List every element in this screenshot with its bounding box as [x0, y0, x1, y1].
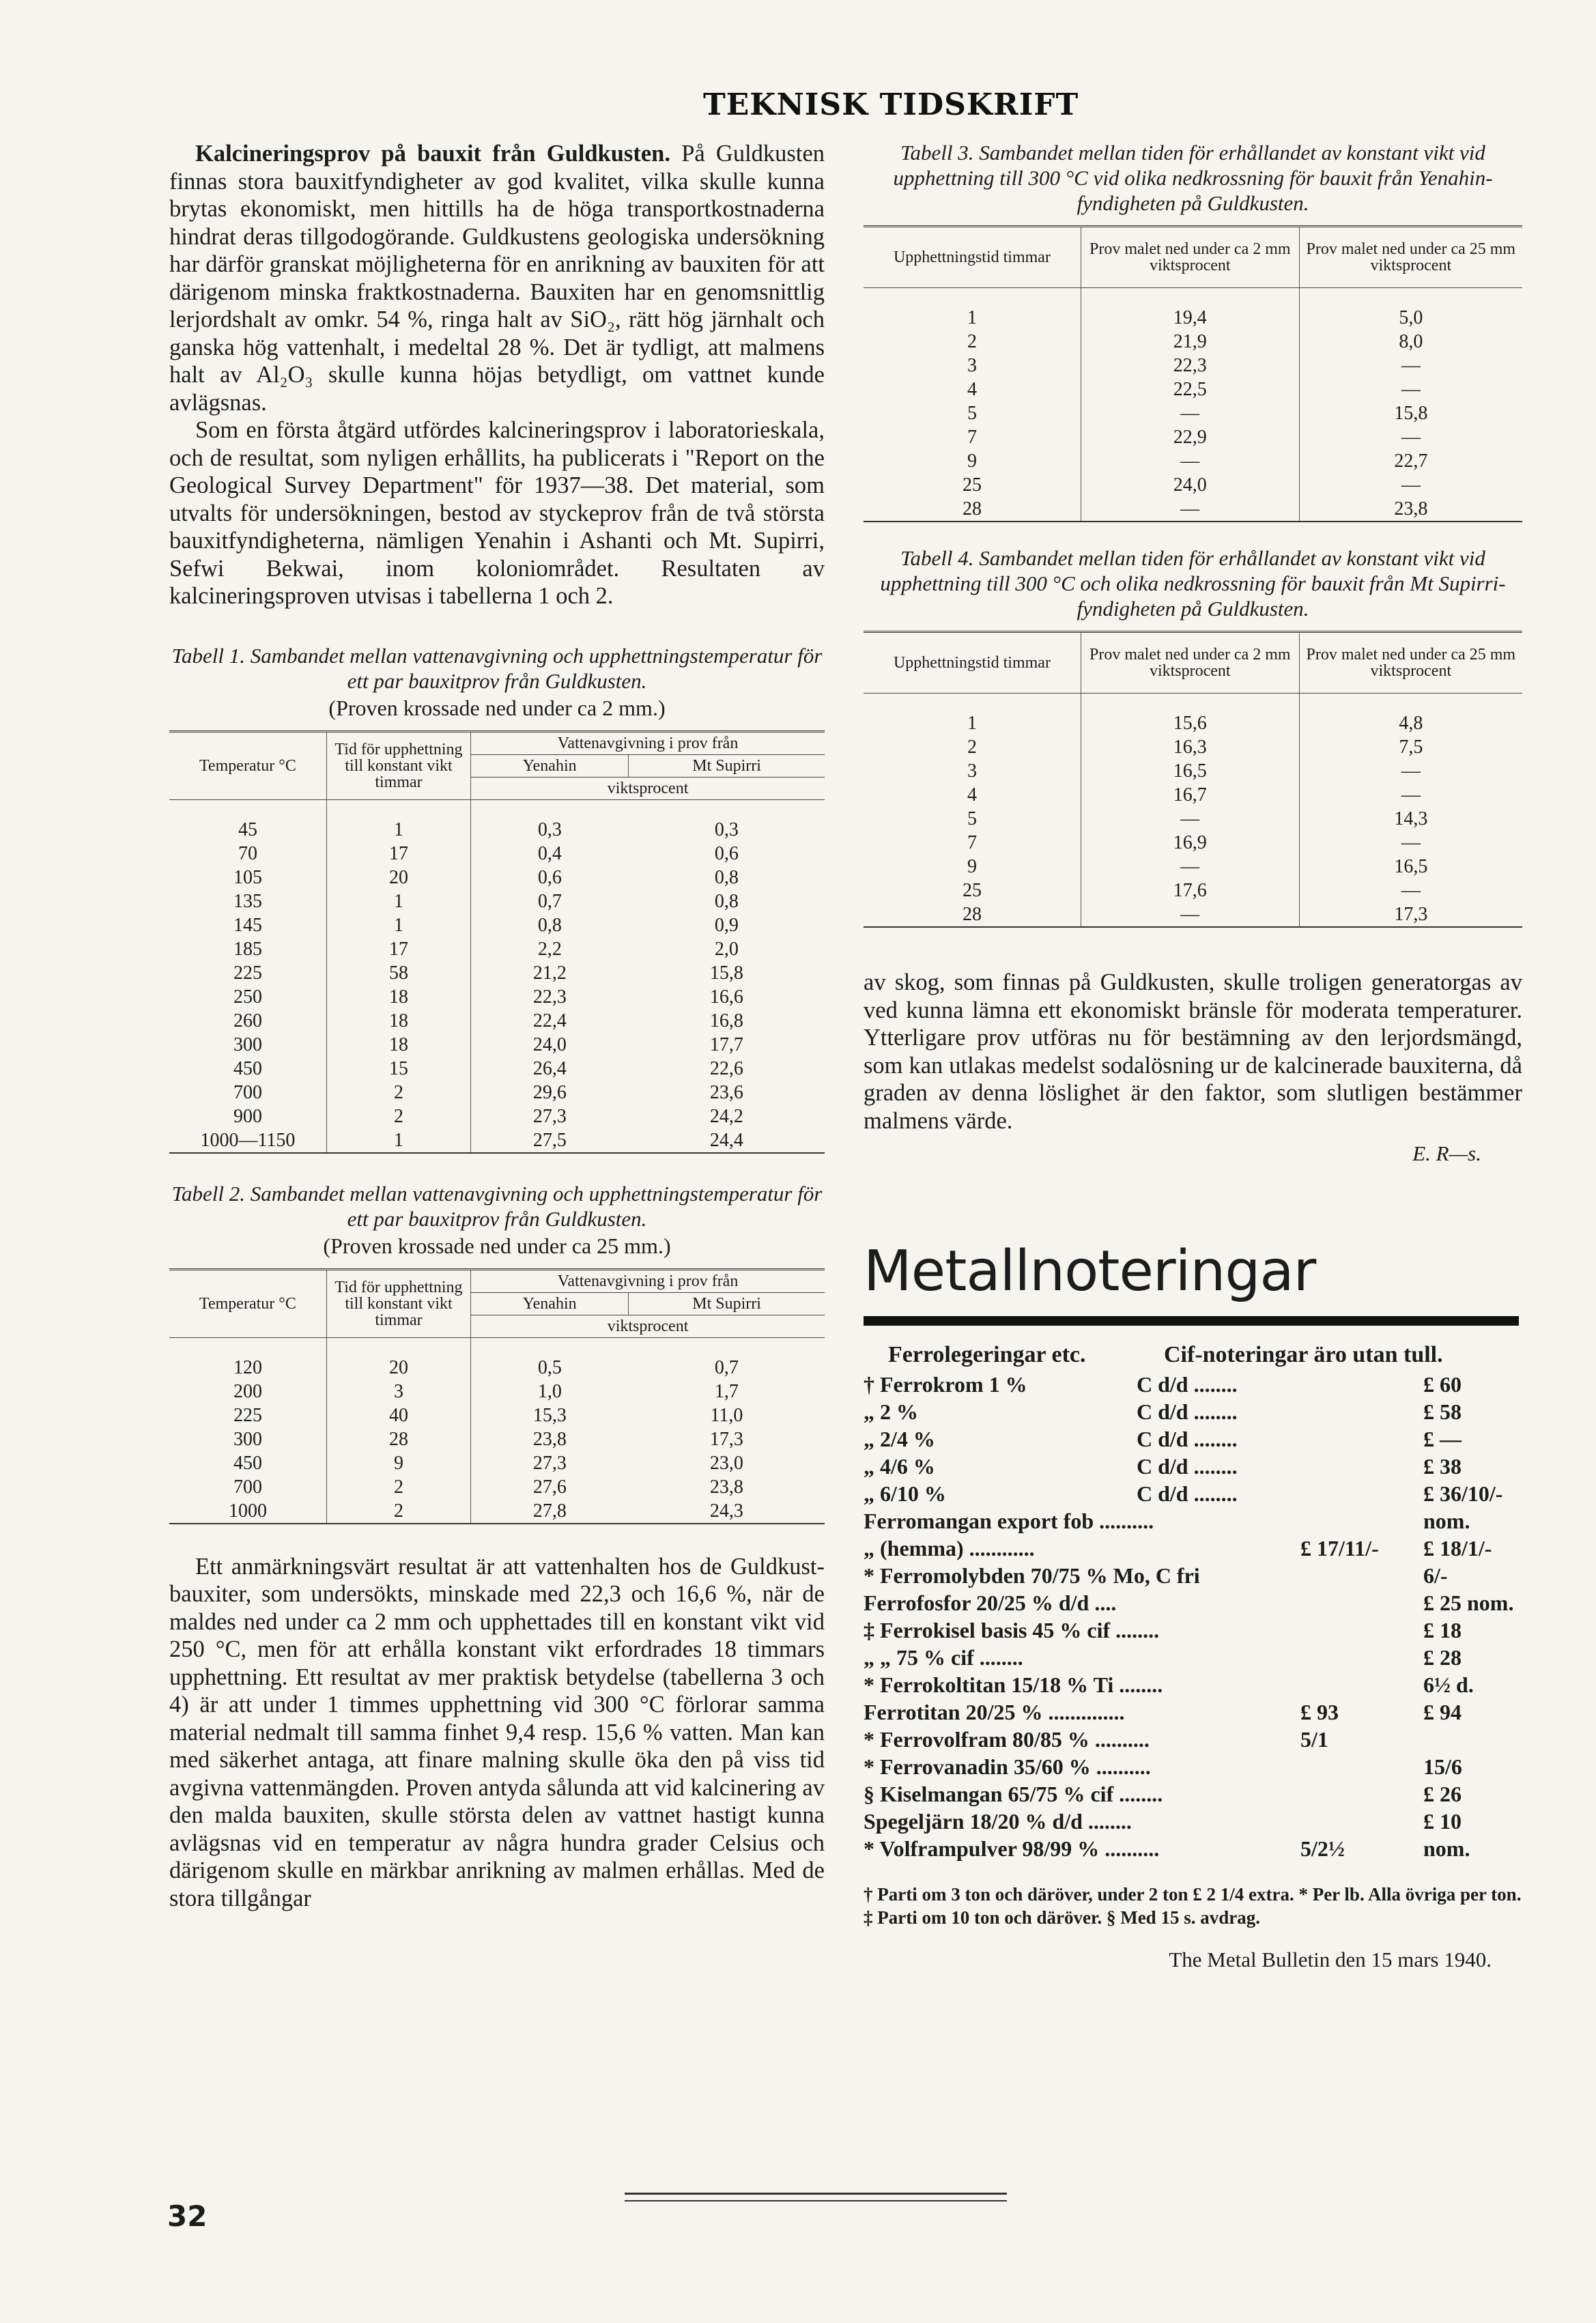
- table-cell: 16,6: [709, 986, 743, 1008]
- metal-p2: £ 26: [1423, 1782, 1462, 1806]
- table-cell: 2,0: [714, 938, 739, 960]
- table2-header-temp: Temperatur °C: [169, 1269, 326, 1337]
- table-cell: 2: [326, 1475, 470, 1499]
- metal-price-row: [864, 1536, 1522, 1563]
- table-cell: 23,0: [709, 1452, 743, 1474]
- table-cell: 15,6: [1081, 711, 1299, 735]
- table3-header-b: Prov malet ned under ca 25 mm viktsprocent: [1299, 227, 1522, 288]
- table-cell: 19,4: [1081, 306, 1299, 330]
- table-row: [169, 1081, 825, 1105]
- table-row: [864, 473, 1522, 497]
- table-cell: 70: [169, 842, 326, 866]
- table-cell: —: [1081, 902, 1299, 927]
- table-cell: 7,5: [1399, 737, 1423, 758]
- metal-p2: 6/-: [1423, 1563, 1448, 1588]
- metal-p2: nom.: [1423, 1509, 1470, 1533]
- table-1: [169, 730, 825, 1154]
- table-cell: 15,3: [532, 1404, 567, 1426]
- metal-name: Spegeljärn 18/20 % d/d ........: [864, 1809, 1132, 1834]
- table-cell: 0,6: [537, 866, 562, 888]
- article-para2: Som en första åtgärd utfördes kalcineringsprov i laboratorieskala, och de resultat, som nyligen erhållits, ha publicerats i "Report on the Geological Survey Department" för 1937—38. Det material, som utvalts för undersökningen, bestod av styckeprov från de två största bauxitfyndigheterna, nämligen Yenahin i Ashanti och Mt. Supirri, Sefwi Bekwai, inom koloniområdet. Resultaten av kalcineringsproven utvisas i tabellerna 1 och 2.: [169, 417, 825, 609]
- table-cell: 700: [169, 1081, 326, 1105]
- table-cell: 3: [326, 1380, 470, 1403]
- table-cell: 14,3: [1394, 808, 1428, 829]
- table-cell: —: [1081, 449, 1299, 473]
- table-row: [864, 711, 1522, 735]
- table-cell: 24,3: [709, 1500, 743, 1522]
- table-cell: 16,5: [1081, 759, 1299, 783]
- table-cell: 135: [169, 889, 326, 913]
- table-cell: 11,0: [710, 1404, 743, 1426]
- table1-header-temp: Temperatur °C: [169, 731, 326, 799]
- table-cell: 58: [326, 961, 470, 985]
- metal-price-row: [864, 1782, 1522, 1809]
- table1-header-a: Yenahin: [471, 754, 629, 777]
- table-cell: 225: [169, 1403, 326, 1427]
- table-cell: 23,8: [532, 1428, 567, 1450]
- table2-header-unit: viktsprocent: [471, 1315, 825, 1337]
- metal-name: Ferromangan export fob ..........: [864, 1509, 1154, 1533]
- table-cell: 1: [326, 1128, 470, 1153]
- table-cell: 1: [326, 818, 470, 842]
- table-2: [169, 1268, 825, 1524]
- table-row: [169, 866, 825, 889]
- metal-price-list: [864, 1372, 1522, 1864]
- table-cell: 17,3: [1394, 904, 1428, 925]
- article-para3: Ett anmärkningsvärt resultat är att vattenhalten hos de Guldkust-bauxiter, som undersökts, minskade med 22,3 och 16,6 %, när de maldes ned under ca 2 mm och upphettades till en konstant vikt vid 250 °C, men för att erhålla konstant vikt erfordrades 18 timmars upphettning. Ett resultat av mer praktisk betydelse (tabellerna 3 och 4) är att under 1 timmes upphettning vid 300 °C förlorar samma material nedmalt till samma finhet 9,4 resp. 15,6 % vatten. Man kan med säkerhet antaga, att finare malning skulle öka den på viss tid avgivna vattenmängden. Proven antyda sålunda att vid kalcinering av den malda bauxiten, skulle största delen av vattnet hastigt kunna avlägsnas vid en temperatur av några hundra grader Celsius och därigenom skulle en märkbar anrikning av malmen erhållas. Med de stora tillgångar: [169, 1553, 825, 1911]
- table-cell: 7: [864, 425, 1081, 449]
- table-cell: 260: [169, 1009, 326, 1033]
- journal-title: TEKNISK TIDSKRIFT: [703, 87, 1079, 122]
- table1-note: (Proven krossade ned under ca 2 mm.): [328, 695, 666, 720]
- metal-price-row: [864, 1591, 1522, 1618]
- metal-name: ‡ Ferrokisel basis 45 % cif ........: [864, 1618, 1160, 1642]
- table-cell: —: [1081, 401, 1299, 425]
- table-cell: —: [1401, 474, 1421, 496]
- table-row: [864, 759, 1522, 783]
- table2-header-a: Yenahin: [471, 1292, 629, 1315]
- table1-caption: Tabell 1. Sambandet mellan vattenavgivning och upphettningstemperatur för ett par bauxitprov från Guldkusten.: [171, 643, 823, 693]
- metal-spec: C d/d ........: [1137, 1454, 1238, 1479]
- metal-p2: £ 94: [1423, 1700, 1462, 1724]
- table-row: [864, 831, 1522, 855]
- table-cell: 24,0: [1081, 473, 1299, 497]
- metal-title-rule: [864, 1316, 1519, 1326]
- table-cell: 1,0: [537, 1380, 562, 1402]
- table-cell: 27,5: [532, 1129, 567, 1151]
- table-cell: 1: [326, 889, 470, 913]
- table-cell: 16,8: [709, 1010, 743, 1031]
- table-cell: 40: [326, 1403, 470, 1427]
- table-cell: 22,3: [1081, 354, 1299, 377]
- table-cell: 24,4: [709, 1129, 743, 1151]
- table1-header-b: Mt Supirri: [629, 754, 825, 777]
- table-row: [169, 1499, 825, 1524]
- table-cell: 145: [169, 913, 326, 937]
- table2-header-time: Tid för upphettning till konstant vikt timmar: [326, 1269, 470, 1337]
- table-row: [864, 902, 1522, 927]
- left-column: [169, 140, 825, 1912]
- article-para4: av skog, som finnas på Guldkusten, skulle troligen generatorgas av ved kunna lämna ett ekonomiskt bränsle för moderata temperaturer. Ytterligare prov utföras nu för bestämning av den lerjordsmängd, som kan utlakas medelst sodalösning ur de kalcinerade bauxiterna, då graden av denna löslighet är den faktor, som slutligen bestämmer malmens värde.: [864, 969, 1522, 1134]
- metal-price-row: [864, 1836, 1522, 1864]
- table2-caption: Tabell 2. Sambandet mellan vattenavgivning och upphettningstemperatur för ett par bauxitprov från Guldkusten.: [171, 1181, 823, 1231]
- table-cell: 17: [326, 937, 470, 961]
- metal-price-row: [864, 1372, 1522, 1399]
- table-cell: 18: [326, 1033, 470, 1057]
- table-cell: 23,8: [709, 1476, 743, 1498]
- table-cell: —: [1081, 497, 1299, 522]
- table-cell: 200: [169, 1380, 326, 1403]
- table-row: [169, 1403, 825, 1427]
- table-cell: 250: [169, 985, 326, 1009]
- table-cell: 20: [326, 866, 470, 889]
- table-row: [864, 807, 1522, 831]
- table-cell: —: [1401, 379, 1421, 400]
- table-cell: —: [1081, 855, 1299, 879]
- table-row: [169, 913, 825, 937]
- table-row: [169, 842, 825, 866]
- metal-price-row: [864, 1645, 1522, 1672]
- table-cell: 300: [169, 1427, 326, 1451]
- table-row: [169, 1033, 825, 1057]
- metal-price-row: [864, 1399, 1522, 1427]
- metal-name: * Ferromolybden 70/75 % Mo, C fri: [864, 1563, 1200, 1588]
- table-row: [864, 879, 1522, 902]
- table-cell: 1000—1150: [169, 1128, 326, 1153]
- table-cell: 105: [169, 866, 326, 889]
- metal-p1: £ 17/11/-: [1300, 1536, 1379, 1560]
- table-row: [169, 937, 825, 961]
- table-cell: 24,2: [709, 1105, 743, 1127]
- table-cell: 27,6: [532, 1476, 567, 1498]
- table-cell: 4,8: [1399, 713, 1423, 734]
- table-cell: 15: [326, 1057, 470, 1081]
- table-cell: 450: [169, 1451, 326, 1475]
- table-cell: 15,8: [709, 962, 743, 984]
- article-title: Kalcineringsprov på bauxit från Guldkusten.: [195, 141, 670, 167]
- metal-price-row: [864, 1672, 1522, 1700]
- metal-name: * Ferrokoltitan 15/18 % Ti ........: [864, 1672, 1163, 1697]
- metal-p1: 5/1: [1300, 1727, 1328, 1752]
- metal-sub-right: Cif-noteringar äro utan tull.: [1164, 1342, 1443, 1367]
- table1-header-group: Vattenavgivning i prov från: [471, 731, 825, 754]
- table-cell: 16,9: [1081, 831, 1299, 855]
- table3-header-a: Prov malet ned under ca 2 mm viktsprocent: [1081, 227, 1299, 288]
- metal-name: * Ferrovanadin 35/60 % ..........: [864, 1754, 1151, 1779]
- metal-spec: C d/d ........: [1137, 1372, 1238, 1397]
- metal-p1: 5/2½: [1300, 1836, 1345, 1861]
- table-cell: 0,9: [714, 914, 739, 936]
- metal-p2: £ 18: [1423, 1618, 1462, 1642]
- table4-header-b: Prov malet ned under ca 25 mm viktsprocent: [1299, 632, 1522, 694]
- table-cell: 185: [169, 937, 326, 961]
- metal-name: „ 6/10 %: [864, 1481, 946, 1506]
- metal-source: The Metal Bulletin den 15 mars 1940.: [1169, 1948, 1492, 1971]
- metal-spec: C d/d ........: [1137, 1481, 1238, 1506]
- table-cell: 4: [864, 783, 1081, 807]
- table-cell: 18: [326, 985, 470, 1009]
- table-row: [169, 889, 825, 913]
- metal-price-row: [864, 1754, 1522, 1782]
- table-cell: 22,7: [1394, 451, 1428, 472]
- table-cell: —: [1401, 355, 1421, 376]
- table-cell: 120: [169, 1356, 326, 1380]
- table-cell: —: [1401, 760, 1421, 782]
- table-cell: 2: [326, 1105, 470, 1128]
- table-cell: 28: [326, 1427, 470, 1451]
- table-row: [169, 1105, 825, 1128]
- metal-p2: nom.: [1423, 1836, 1470, 1861]
- metal-subheader: [864, 1342, 1522, 1372]
- table-cell: 1,7: [714, 1380, 739, 1402]
- table-cell: 0,8: [537, 914, 562, 936]
- table-row: [864, 354, 1522, 377]
- table2-header-b: Mt Supirri: [629, 1292, 825, 1315]
- table-row: [864, 377, 1522, 401]
- table-cell: 27,3: [532, 1105, 567, 1127]
- table-cell: 9: [864, 449, 1081, 473]
- table-cell: 4: [864, 377, 1081, 401]
- metal-sub-left: Ferrolegeringar etc.: [888, 1342, 1086, 1367]
- table1-header-unit: viktsprocent: [471, 777, 825, 799]
- table-cell: 0,3: [537, 818, 562, 840]
- metal-name: „ 2/4 %: [864, 1427, 935, 1451]
- metal-name: Ferrofosfor 20/25 % d/d ....: [864, 1591, 1117, 1615]
- table-cell: 28: [864, 497, 1081, 522]
- table-cell: 20: [326, 1356, 470, 1380]
- metal-name: „ 2 %: [864, 1399, 918, 1424]
- table-row: [169, 1057, 825, 1081]
- table-cell: 0,7: [537, 890, 562, 912]
- metal-name: § Kiselmangan 65/75 % cif ........: [864, 1782, 1163, 1806]
- table-cell: 25: [864, 879, 1081, 902]
- metal-p2: 15/6: [1423, 1754, 1462, 1779]
- metal-spec: C d/d ........: [1137, 1427, 1238, 1451]
- table-cell: 26,4: [532, 1057, 567, 1079]
- article-para1: På Guldkusten finnas stora bauxitfyndigheter av god kvalitet, vilka skulle kunna brytas ekonomiskt, men hittills ha de höga transportkostnaderna hindrat deras tillgodogörande. Guldkustens geologiska undersökning har därför granskat möjligheterna för en anrikning av bauxiten för att därigenom minska fraktkostnaderna. Bauxiten har en genomsnittlig lerjordshalt av omkr. 54 %, ringa halt av SiO₂, rätt hög järnhalt och ganska hög vattenhalt, i medeltal 28 %. Det är tydligt, att malmens halt av Al₂O₃ skulle kunna höjas betydligt, om vattnet kunde avlägsnas.: [169, 141, 825, 416]
- table-cell: 2: [326, 1081, 470, 1105]
- table-cell: —: [1401, 427, 1421, 448]
- table-cell: 8,0: [1399, 331, 1423, 352]
- table-cell: 25: [864, 473, 1081, 497]
- table-cell: 0,8: [714, 866, 739, 888]
- table-cell: 23,8: [1394, 498, 1428, 519]
- table-cell: 17,6: [1081, 879, 1299, 902]
- footer-rule: [625, 2193, 1007, 2201]
- metal-spec: C d/d ........: [1137, 1399, 1238, 1424]
- table-cell: 1000: [169, 1499, 326, 1524]
- metal-price-row: [864, 1454, 1522, 1481]
- table-row: [864, 401, 1522, 425]
- metal-p2: £ 25 nom.: [1423, 1591, 1514, 1615]
- table-cell: 21,9: [1081, 330, 1299, 354]
- metal-name: „ 4/6 %: [864, 1454, 935, 1479]
- table-cell: 16,5: [1394, 856, 1428, 877]
- metal-footnote: † Parti om 3 ton och däröver, under 2 ton £ 2 1/4 extra. * Per lb. Alla övriga per ton. ‡ Parti om 10 ton och däröver. § Med 15 s. avdrag.: [864, 1884, 1522, 1928]
- table-cell: 27,8: [532, 1500, 567, 1522]
- table-cell: 5: [864, 807, 1081, 831]
- metal-p2: £ 28: [1423, 1645, 1462, 1670]
- table-row: [864, 783, 1522, 807]
- metal-p2: £ —: [1423, 1427, 1462, 1451]
- table4-header-time: Upphettningstid timmar: [864, 632, 1081, 694]
- table-cell: 9: [326, 1451, 470, 1475]
- table-cell: 225: [169, 961, 326, 985]
- table-cell: 3: [864, 354, 1081, 377]
- right-column: [864, 140, 1522, 1993]
- table-cell: —: [1401, 784, 1421, 806]
- table2-header-group: Vattenavgivning i prov från: [471, 1269, 825, 1292]
- table-row: [864, 330, 1522, 354]
- table-cell: 22,9: [1081, 425, 1299, 449]
- table-cell: 300: [169, 1033, 326, 1057]
- table-cell: 900: [169, 1105, 326, 1128]
- table1-header-time: Tid för upphettning till konstant vikt timmar: [326, 731, 470, 799]
- table-3: [864, 225, 1522, 522]
- table3-header-time: Upphettningstid timmar: [864, 227, 1081, 288]
- table-cell: 700: [169, 1475, 326, 1499]
- table-cell: 450: [169, 1057, 326, 1081]
- table2-note: (Proven krossade ned under ca 25 mm.): [323, 1233, 671, 1258]
- table-cell: 2: [326, 1499, 470, 1524]
- table-row: [864, 735, 1522, 759]
- metal-p1: £ 93: [1300, 1700, 1339, 1724]
- table-cell: 5,0: [1399, 307, 1423, 328]
- table-row: [169, 1427, 825, 1451]
- metal-price-row: [864, 1727, 1522, 1754]
- metal-p2: 6½ d.: [1423, 1672, 1474, 1697]
- table-cell: 16,7: [1081, 783, 1299, 807]
- table-cell: 9: [864, 855, 1081, 879]
- page-number: 32: [167, 2199, 208, 2233]
- metal-price-row: [864, 1809, 1522, 1836]
- metal-name: „ (hemma) ............: [864, 1536, 1035, 1560]
- table-cell: 3: [864, 759, 1081, 783]
- table-row: [169, 1380, 825, 1403]
- table-cell: 24,0: [532, 1034, 567, 1055]
- table-row: [864, 449, 1522, 473]
- metal-section-title: Metallnoteringar: [864, 1239, 1316, 1304]
- table-row: [169, 985, 825, 1009]
- metal-p2: £ 38: [1423, 1454, 1462, 1479]
- table-row: [864, 497, 1522, 522]
- table-cell: 1: [326, 913, 470, 937]
- table-cell: 1: [864, 306, 1081, 330]
- metal-name: † Ferrokrom 1 %: [864, 1372, 1027, 1397]
- table-cell: 7: [864, 831, 1081, 855]
- table-cell: 16,3: [1081, 735, 1299, 759]
- table-cell: 17,7: [709, 1034, 743, 1055]
- table-row: [169, 961, 825, 985]
- table-row: [169, 1451, 825, 1475]
- metal-p2: £ 36/10/-: [1423, 1481, 1503, 1506]
- table-cell: 21,2: [532, 962, 567, 984]
- metal-price-row: [864, 1509, 1522, 1536]
- metal-price-row: [864, 1618, 1522, 1645]
- table-cell: 1: [864, 711, 1081, 735]
- table-cell: 2: [864, 735, 1081, 759]
- table-row: [864, 425, 1522, 449]
- table-row: [169, 1475, 825, 1499]
- metal-p2: £ 60: [1423, 1372, 1462, 1397]
- table-cell: 18: [326, 1009, 470, 1033]
- table-cell: —: [1401, 832, 1421, 853]
- table-cell: 2: [864, 330, 1081, 354]
- table-cell: 17,3: [709, 1428, 743, 1450]
- article-signature: E. R—s.: [1412, 1141, 1481, 1165]
- table-cell: 0,6: [714, 842, 739, 864]
- table-cell: 22,3: [532, 986, 567, 1008]
- metal-p2: £ 10: [1423, 1809, 1462, 1834]
- metal-name: * Ferrovolfram 80/85 % ..........: [864, 1727, 1150, 1752]
- metal-price-row: [864, 1700, 1522, 1727]
- table-cell: —: [1081, 807, 1299, 831]
- metal-price-row: [864, 1427, 1522, 1454]
- table-cell: 2,2: [537, 938, 562, 960]
- table-row: [169, 1128, 825, 1153]
- metal-name: „ „ 75 % cif ........: [864, 1645, 1023, 1670]
- metal-name: Ferrotitan 20/25 % ..............: [864, 1700, 1125, 1724]
- table-cell: 27,3: [532, 1452, 567, 1474]
- table-cell: 0,3: [714, 818, 739, 840]
- table-cell: 17: [326, 842, 470, 866]
- table-cell: 22,4: [532, 1010, 567, 1031]
- table-cell: 22,6: [709, 1057, 743, 1079]
- table-row: [169, 1009, 825, 1033]
- table-4: [864, 631, 1522, 928]
- table-cell: 22,5: [1081, 377, 1299, 401]
- article-intro: [169, 140, 825, 416]
- metal-p2: £ 58: [1423, 1399, 1462, 1424]
- table-cell: 5: [864, 401, 1081, 425]
- table-row: [169, 1356, 825, 1380]
- metal-p2: £ 18/1/-: [1423, 1536, 1492, 1560]
- table4-header-a: Prov malet ned under ca 2 mm viktsprocent: [1081, 632, 1299, 694]
- table-cell: 15,8: [1394, 403, 1428, 424]
- table-cell: 0,7: [714, 1356, 739, 1378]
- metal-price-row: [864, 1481, 1522, 1509]
- table-cell: 23,6: [709, 1081, 743, 1103]
- table4-caption: Tabell 4. Sambandet mellan tiden för erhållandet av konstant vikt vid upphettning till 300 °C och olika nedkrossning för bauxit från Mt Supirri-fyndigheten på Guldkusten.: [880, 546, 1506, 621]
- table3-caption: Tabell 3. Sambandet mellan tiden för erhållandet av konstant vikt vid upphettning till 300 °C vid olika nedkrossning för bauxit från Yenahin-fyndigheten på Guldkusten.: [893, 141, 1493, 215]
- table-row: [864, 855, 1522, 879]
- table-cell: —: [1401, 880, 1421, 901]
- table-row: [169, 818, 825, 842]
- table-cell: 45: [169, 818, 326, 842]
- table-cell: 29,6: [532, 1081, 567, 1103]
- metal-name: * Volframpulver 98/99 % ..........: [864, 1836, 1160, 1861]
- table-cell: 28: [864, 902, 1081, 927]
- table-cell: 0,8: [714, 890, 739, 912]
- table-cell: 0,4: [537, 842, 562, 864]
- table-row: [864, 306, 1522, 330]
- metal-price-row: [864, 1563, 1522, 1591]
- table-cell: 0,5: [537, 1356, 562, 1378]
